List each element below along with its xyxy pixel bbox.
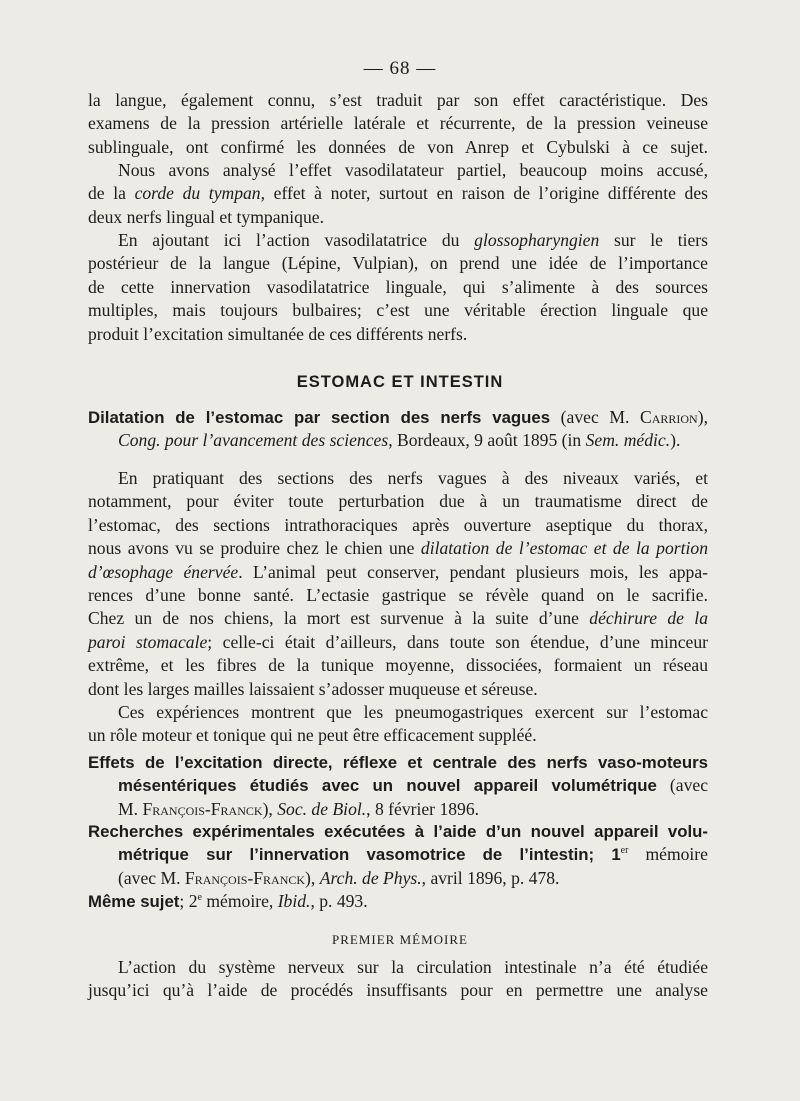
text-line: deux nerfs lingual et tympanique. [88,206,324,227]
text-line: En ajoutant ici l’action vasodilatatrice du glossopharyngien sur le tiers [118,230,708,250]
text-line: L’action du système nerveux sur la circulation intestinale n’a été étudiée [118,957,708,977]
text-line: postérieur de la langue (Lépine, Vulpian), on prend une idée de l’importance [88,253,708,274]
text-line: Ces expériences montrent que les pneumogastriques exercent sur l’estomac [118,702,708,722]
text-line: paroi stomacale; celle-ci était d’ailleurs, dans toute son étendue, d’une minceur [88,631,709,652]
text-line: Nous avons analysé l’effet vasodilatateur partiel, beaucoup moins accusé, [118,160,708,180]
text-line: nous avons vu se produire chez le chien une dilatation de l’estomac et de la portion [88,538,708,559]
text-line: de cette innervation vasodilatatrice linguale, qui s’alimente à des sources [88,276,708,297]
text-line: sublinguale, ont confirmé les données de von Anrep et Cybulski à ce sujet. [88,136,708,157]
text-line: la langue, également connu, s’est traduit par son effet caractéristique. Des [88,90,708,110]
reference-title-line: Même sujet; 2e mémoire, Ibid., p. 493. [88,891,368,911]
reference-effets-excitation [88,751,708,821]
paragraph-sections-nerfs-vagues [88,467,708,701]
reference-recherches-experimentales [88,820,708,890]
text-line: d’œsophage énervée. L’animal peut conserver, pendant plusieurs mois, les appa- [88,561,708,582]
reference-source-line: (avec M. François-Franck), Arch. de Phys., avril 1896, p. 478. [118,867,560,888]
reference-title-line: Recherches expérimentales exécutées à l’aide d’un nouvel appareil volu- [88,822,708,841]
text-line: notamment, pour éviter toute perturbation due à un traumatisme direct de [88,491,708,512]
reference-meme-sujet [88,890,708,913]
text-line: produit l’excitation simultanée de ces différents nerfs. [88,323,468,344]
text-line: dont les larges mailles laissaient s’adosser muqueuse et séreuse. [88,678,538,699]
reference-title-line: Dilatation de l’estomac par section des nerfs vagues (avec M. Carrion), [88,407,708,427]
text-line: rences d’une bonne santé. L’ectasie gastrique se révèle quand on le sacrifie. [88,584,708,605]
paragraph-circulation-intestinale [88,956,708,1003]
paragraph-pneumogastriques [88,701,708,748]
page-number: — 68 — [363,58,437,79]
paragraph-corde-du-tympan [88,159,708,229]
paragraph-glossopharyngien [88,229,708,346]
section-heading: ESTOMAC ET INTESTIN [296,373,504,391]
text-line: examens de la pression artérielle latérale et récurrente, de la pression veineuse [88,113,708,134]
reference-source-line: M. François-Franck), Soc. de Biol., 8 février 1896. [118,798,480,819]
text-line: de la corde du tympan, effet à noter, surtout en raison de l’origine différente des [88,183,708,204]
text-line: extrême, et les fibres de la tunique moyenne, dissociées, formaient un réseau [88,655,708,676]
text-line: En pratiquant des sections des nerfs vagues à des niveaux variés, et [118,468,708,488]
reference-dilatation-estomac [88,406,708,453]
text-line: l’estomac, des sections intrathoraciques après ouverture aseptique du thorax, [88,514,708,535]
text-line: un rôle moteur et tonique qui ne peut être efficacement suppléé. [88,725,537,746]
paragraph-langue [88,89,708,159]
reference-title-line: Effets de l’excitation directe, réflexe et centrale des nerfs vaso-moteurs [88,753,708,772]
sub-heading: PREMIER MÉMOIRE [332,932,468,947]
reference-title-line: mésentériques étudiés avec un nouvel appareil volumétrique (avec [118,775,708,796]
text-line: jusqu’ici qu’à l’aide de procédés insuffisants pour en permettre une analyse [88,980,708,1001]
text-line: Chez un de nos chiens, la mort est survenue à la suite d’une déchirure de la [88,608,708,629]
reference-title-line: métrique sur l’innervation vasomotrice de l’intestin; 1er mémoire [118,844,708,865]
text-line: multiples, mais toujours bulbaires; c’est une véritable érection linguale que [88,300,708,321]
reference-source-line: Cong. pour l’avancement des sciences, Bordeaux, 9 août 1895 (in Sem. médic.). [118,430,681,451]
